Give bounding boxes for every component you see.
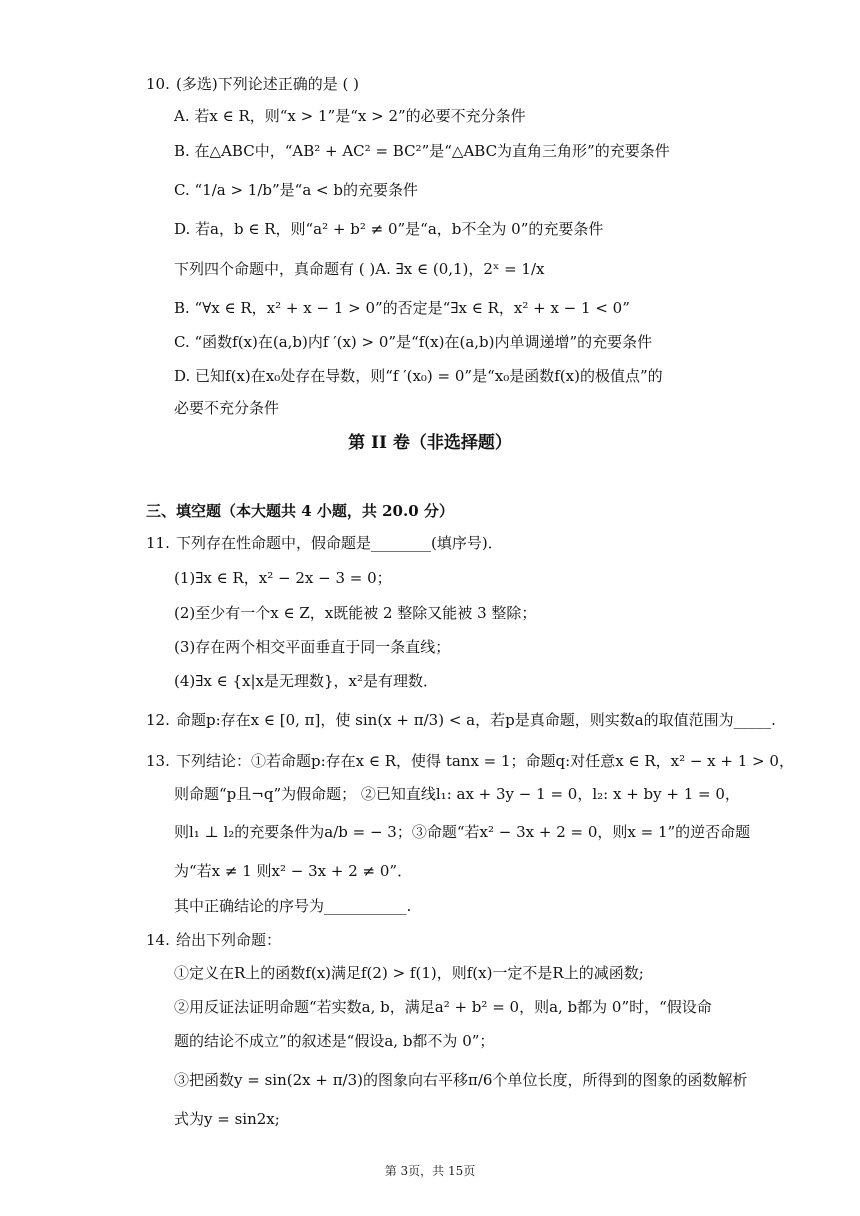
- question-14-line-4: 题的结论不成立”的叙述是“假设a, b都不为 0”；: [174, 1032, 495, 1050]
- section-heading: 三、填空题（本大题共 4 小题，共 20.0 分）: [146, 502, 454, 520]
- question-12-stem: 命题p:存在x ∈ [0, π]，使 sin(x + π/3) < a，若p是真命题，则实数a的取值范围为_____.: [176, 711, 776, 729]
- question-13-number: 13.: [146, 752, 170, 770]
- true-proposition-option-d-cont: 必要不充分条件: [174, 399, 280, 417]
- question-11-number: 11.: [146, 534, 170, 552]
- true-proposition-option-b: B. “∀x ∈ R，x² + x − 1 > 0”的否定是“∃x ∈ R，x² + x − 1 < 0”: [174, 299, 630, 317]
- question-11-item-4: (4)∃x ∈ {x|x是无理数}，x²是有理数．: [174, 672, 439, 690]
- question-11-item-2: (2)至少有一个x ∈ Z，x既能被 2 整除又能被 3 整除；: [174, 604, 537, 622]
- question-11-item-1: (1)∃x ∈ R，x² − 2x − 3 = 0；: [174, 569, 392, 587]
- true-proposition-stem: 下列四个命题中，真命题有 ( )A. ∃x ∈ (0,1)，2ˣ = 1/x: [174, 260, 545, 278]
- question-14-line-3: ②用反证法证明命题“若实数a, b，满足a² + b² = 0，则a, b都为 0”时，“假设命: [174, 998, 712, 1016]
- question-10-option-d: D. 若a，b ∈ R，则“a² + b² ≠ 0”是“a，b不全为 0”的充要条件: [174, 220, 604, 238]
- true-proposition-option-d: D. 已知f(x)在x₀处存在导数，则“f ′(x₀) = 0”是“x₀是函数f(x)的极值点”的: [174, 367, 663, 385]
- question-13-line-2: 则命题“p且¬q”为假命题； ②已知直线l₁: ax + 3y − 1 = 0，l₂: x + by + 1 = 0，: [174, 785, 740, 803]
- part-title: 第 II 卷（非选择题）: [348, 433, 512, 453]
- true-proposition-option-c: C. “函数f(x)在(a,b)内f ′(x) > 0”是“f(x)在(a,b)内单调递增”的充要条件: [174, 333, 653, 351]
- question-10-number: 10.: [146, 75, 170, 93]
- question-13-line-4: 为“若x ≠ 1 则x² − 3x + 2 ≠ 0”．: [174, 862, 413, 880]
- question-13-line-3: 则l₁ ⊥ l₂的充要条件为a/b = − 3；③命题“若x² − 3x + 2 = 0，则x = 1”的逆否命题: [174, 823, 751, 841]
- question-10-option-c: C. “1/a > 1/b”是“a < b的充要条件: [174, 181, 418, 199]
- question-10-option-a: A. 若x ∈ R，则“x > 1”是“x > 2”的必要不充分条件: [174, 107, 526, 125]
- question-13-line-5: 其中正确结论的序号为___________.: [174, 897, 412, 915]
- question-14-line-1: 给出下列命题：: [176, 931, 282, 949]
- question-14-line-5: ③把函数y = sin(2x + π/3)的图象向右平移π/6个单位长度，所得到的图象的函数解析: [174, 1071, 748, 1089]
- question-14-number: 14.: [146, 931, 170, 949]
- question-10-stem: (多选)下列论述正确的是 ( ): [176, 75, 359, 93]
- question-14-line-6: 式为y = sin2x;: [174, 1110, 280, 1128]
- question-12-number: 12.: [146, 711, 170, 729]
- question-13-line-1: 下列结论：①若命题p:存在x ∈ R，使得 tanx = 1；命题q:对任意x ∈ R，x² − x + 1 > 0，: [176, 752, 794, 770]
- question-11-item-3: (3)存在两个相交平面垂直于同一条直线；: [174, 638, 451, 656]
- page-footer: 第 3页，共 15页: [384, 1164, 476, 1178]
- question-11-stem: 下列存在性命题中，假命题是________(填序号)．: [176, 534, 503, 552]
- question-10-option-b: B. 在△ABC中，“AB² + AC² = BC²”是“△ABC为直角三角形”的充要条件: [174, 142, 670, 160]
- question-14-line-2: ①定义在R上的函数f(x)满足f(2) > f(1)，则f(x)一定不是R上的减函数;: [174, 964, 644, 982]
